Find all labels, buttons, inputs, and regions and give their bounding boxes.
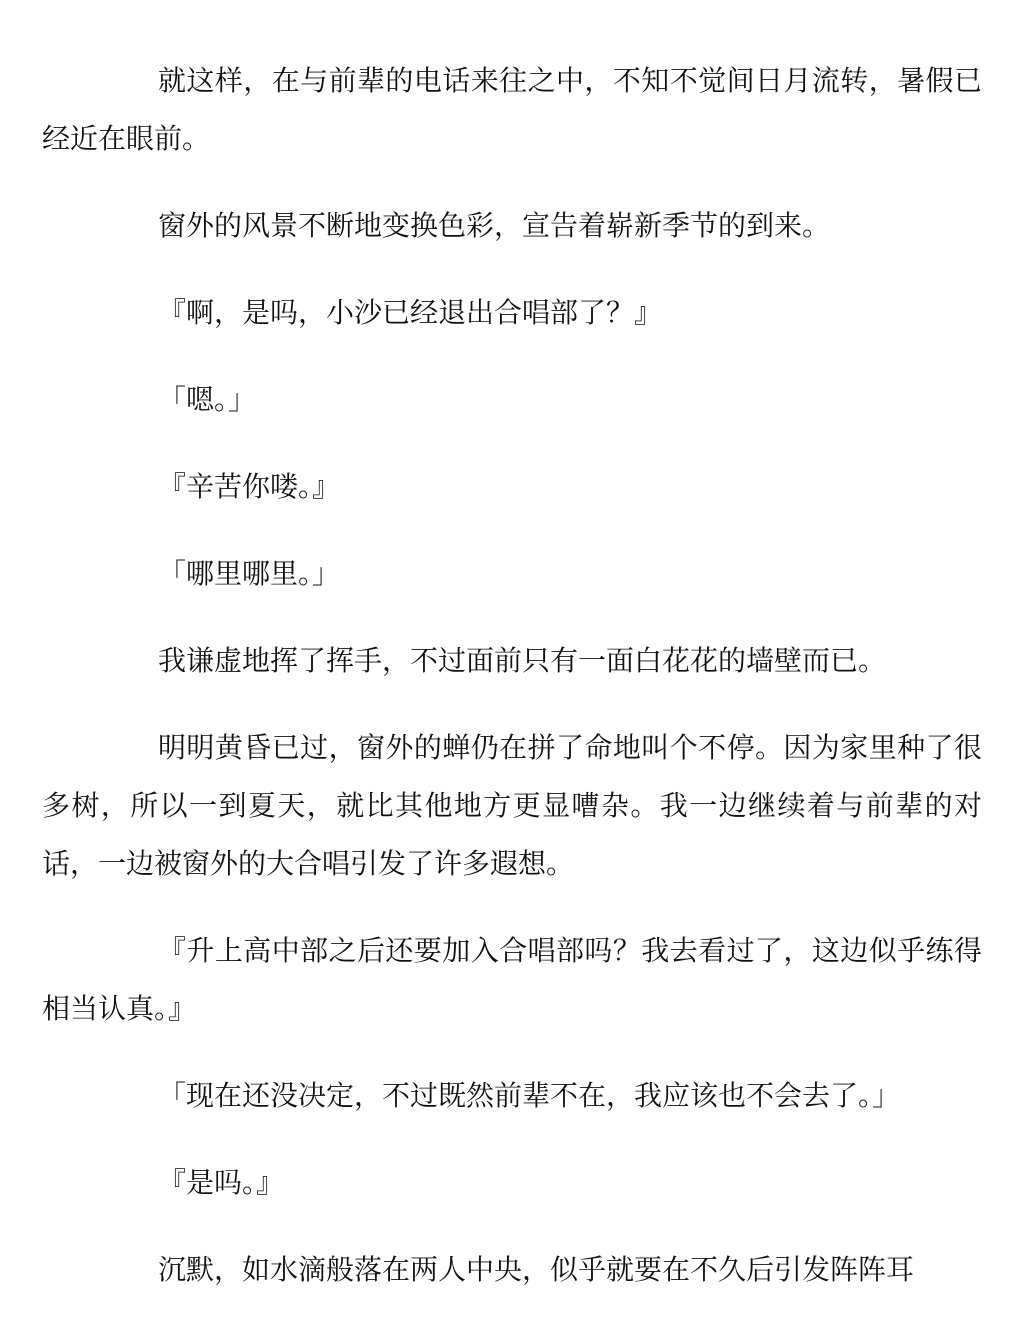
paragraph-11: 『是吗。』: [158, 1166, 285, 1199]
paragraph-4: 「嗯。」: [158, 383, 257, 416]
paragraph-9: 『升上高中部之后还要加入合唱部吗？我去看过了，这边似乎练得相当认真。』: [42, 934, 982, 1025]
paragraph-12: 沉默，如水滴般落在两人中央，似乎就要在不久后引发阵阵耳: [158, 1253, 915, 1286]
paragraph-1: 就这样，在与前辈的电话来往之中，不知不觉间日月流转，暑假已经近在眼前。: [42, 64, 982, 155]
paragraph-2: 窗外的风景不断地变换色彩，宣告着崭新季节的到来。: [158, 209, 831, 242]
paragraph-5: 『辛苦你喽。』: [158, 470, 341, 503]
paragraph-10: 「现在还没决定，不过既然前辈不在，我应该也不会去了。」: [158, 1079, 901, 1112]
paragraph-3: 『啊，是吗，小沙已经退出合唱部了？』: [158, 296, 663, 329]
paragraph-8: 明明黄昏已过，窗外的蝉仍在拼了命地叫个不停。因为家里种了很多树，所以一到夏天，就比其他地方更显嘈杂。我一边继续着与前辈的对话，一边被窗外的大合唱引发了许多遐想。: [42, 731, 982, 880]
paragraph-7: 我谦虚地挥了挥手，不过面前只有一面白花花的墙壁而已。: [158, 644, 887, 677]
document-page: [42, 52, 982, 1328]
paragraph-6: 「哪里哪里。」: [158, 557, 341, 590]
